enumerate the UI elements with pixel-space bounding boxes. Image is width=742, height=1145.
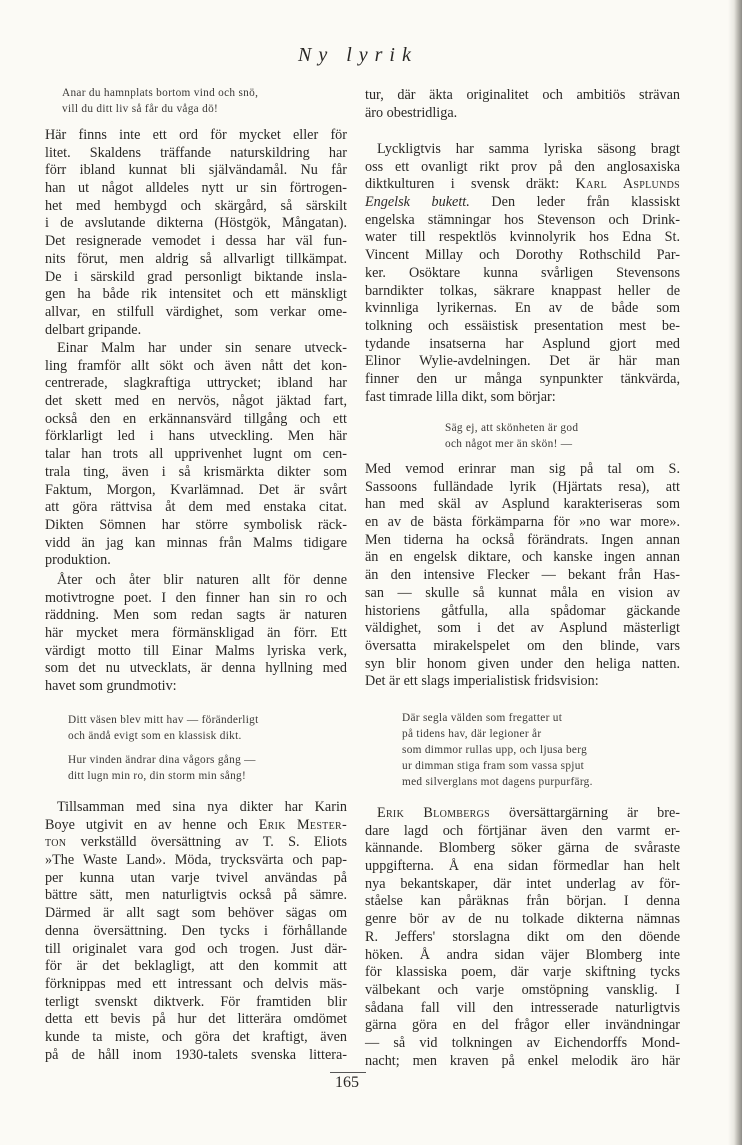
text-line: per kunna utan varje tvivel användas på bbox=[45, 869, 347, 886]
text-line: het med hembygd och skärgård, så särskilt bbox=[45, 197, 347, 214]
author-name: ton bbox=[45, 834, 67, 851]
text-line: Einar Malm har under sin senare utveck- bbox=[57, 340, 347, 356]
verse-quote bbox=[62, 85, 258, 117]
text-line: — så vid tolkningen av Eichendorffs Mond- bbox=[365, 1034, 680, 1051]
text-line: välbekant och varje omstöpning vansklig. I bbox=[365, 981, 680, 998]
text-line: han med skäl av Asplund karakteriseras som bbox=[365, 496, 680, 513]
text-segment: översättargärning är bre- bbox=[490, 805, 680, 821]
text-line: gärna göra en del frågor eller invändningar bbox=[365, 1017, 680, 1034]
verse-quote bbox=[68, 752, 256, 784]
text-line: tolkning och essäistisk presentation mest be- bbox=[365, 317, 680, 334]
text-segment: diktkulturen i svensk dräkt: bbox=[365, 176, 576, 193]
running-title: Ny lyrik bbox=[298, 44, 418, 66]
page-number: 165 bbox=[335, 1074, 359, 1091]
text-line: till originalet vara god och trogen. Just där- bbox=[45, 940, 347, 957]
text-line: gen ha både rik intensitet och ett mänskligt bbox=[45, 286, 347, 303]
text-line: att göra rättvisa åt dem med enstaka citat. bbox=[45, 499, 347, 516]
text-line: Det resignerade vemodet i dessa har väl fun- bbox=[45, 233, 347, 250]
text-line: uppgifterna. Å ena sidan förmedlar han helt bbox=[365, 858, 680, 875]
paragraph bbox=[45, 799, 347, 1064]
text-line: för klassiska poem, där varje skiftning tycks bbox=[365, 964, 680, 981]
text-line: engelska stämningar hos Stevenson och Drink- bbox=[365, 211, 680, 228]
text-line: Lyckligtvis har samma lyriska säsong bragt bbox=[377, 141, 680, 157]
paragraph bbox=[45, 340, 347, 570]
text-line: Anar du hamnplats bortom vind och snö, bbox=[62, 87, 259, 99]
author-name: Erik Mester- bbox=[258, 816, 347, 833]
text-segment: Den leder från klassiskt bbox=[469, 194, 680, 211]
text-line: allvar, en stilfull värdighet, som verkar ome- bbox=[45, 303, 347, 320]
text-line: som dimmor rullas upp, och ljusa berg bbox=[402, 744, 588, 756]
text-line: som det nu utvecklats, är denna hyllning med bbox=[45, 660, 347, 677]
text-line: ditt lugn min ro, din storm min sång! bbox=[68, 770, 247, 782]
text-line: ker. Osöktare kunna svårligen Stevensons bbox=[365, 264, 680, 281]
text-line: och ändå evigt som en klassisk dikt. bbox=[68, 730, 242, 742]
text-line: här mycket mera förmänskligad än förr. Ett bbox=[45, 625, 347, 642]
text-line: sådana fall vill den intresserade naturligtvis bbox=[365, 999, 680, 1016]
text-line: dare lagd och förtjänar även den varmt er- bbox=[365, 822, 680, 839]
text-line: förknippas med ett intressant och delvis mäs- bbox=[45, 975, 347, 992]
text-line: havet som grundmotiv: bbox=[45, 678, 177, 695]
text-line: Ditt väsen blev mitt hav — föränderligt bbox=[68, 714, 259, 726]
text-line: han ut något alldeles nytt ur sin förtrogen- bbox=[45, 180, 347, 197]
text-line: san — skulle så kunnat måla en vision av bbox=[365, 584, 680, 601]
text-line: bättre sätt, men naturligtvis också på sämre. bbox=[45, 887, 347, 904]
text-line: water till respektlös kvinnolyrik hos Edna St. bbox=[365, 229, 680, 246]
text-line: oss ett ovanligt rikt prov på den anglosaxiska bbox=[365, 158, 680, 175]
text-line: denna översättning. Den tycks i förhållande bbox=[45, 922, 347, 939]
text-line: översatta mirakelspelet om den blinde, vars bbox=[365, 637, 680, 654]
text-line: Därmed är allt sagt som behöver sägas om bbox=[45, 905, 347, 922]
text-line bbox=[365, 194, 680, 212]
text-line: Med vemod erinrar man sig på tal om S. bbox=[365, 461, 680, 477]
text-line: Här finns inte ett ord för mycket eller för bbox=[45, 127, 347, 143]
text-line: historiens gåtfulla, alla spådomar gäckande bbox=[365, 602, 680, 619]
text-line: för är det beklagligt, att den kommit att bbox=[45, 958, 347, 975]
text-line: produktion. bbox=[45, 552, 111, 569]
text-line: på tidens hav, där legioner år bbox=[402, 728, 542, 740]
text-line: vidd än jag kan minnas från Malms tidigare bbox=[45, 534, 347, 551]
text-line: Sassoons fulländade lyrik (Hjärtats resa), att bbox=[365, 478, 680, 495]
text-line: tur, där äkta originalitet och ambitiös strävan bbox=[365, 87, 680, 103]
paragraph bbox=[45, 127, 347, 339]
text-line: Elinor Wylie-avdelningen. Det är här man bbox=[365, 353, 680, 370]
text-line: ståelse kan påräknas från början. I denna bbox=[365, 893, 680, 910]
text-line: väldighet, som i det av Asplund mästerligt bbox=[365, 620, 680, 637]
text-line: ling framför allt sökt och även nått det kon- bbox=[45, 357, 347, 374]
text-line: Det är ett slags imperialistisk fridsvision: bbox=[365, 673, 599, 690]
text-line: kunde ta miste, och göra det kraftigt, även bbox=[45, 1028, 347, 1045]
text-line: fast timrade lilla dikt, som börjar: bbox=[365, 388, 556, 405]
text-line bbox=[45, 817, 347, 835]
verse-quote bbox=[68, 712, 259, 744]
text-line: äro obestridliga. bbox=[365, 104, 458, 121]
text-line: trala ting, även i så krismärkta dikter som bbox=[45, 463, 347, 480]
text-line: De i särskild grad personligt biktande insla- bbox=[45, 268, 347, 285]
text-line: Åter och åter blir naturen allt för denne bbox=[57, 572, 347, 588]
text-line: genre bör av de nu tolkade dikterna nämnas bbox=[365, 911, 680, 928]
text-line: Tillsamman med sina nya dikter har Karin bbox=[57, 799, 347, 815]
text-line: finner den ur många synpunkter tänkvärda, bbox=[365, 370, 680, 387]
paragraph bbox=[45, 572, 347, 696]
text-line: R. Jeffers' storslagna dikt om den döende bbox=[365, 928, 680, 945]
text-line: en av de bästa förkämparna för »no war more». bbox=[365, 514, 680, 531]
text-line: terligt svenskt diktverk. För framtiden blir bbox=[45, 993, 347, 1010]
text-line: ur dimman stiga fram som vassa spjut bbox=[402, 760, 585, 772]
text-line: i de avslutande dikterna (Höstgök, Mångatan). bbox=[45, 215, 347, 232]
text-line: Säg ej, att skönheten är god bbox=[445, 422, 579, 434]
text-line: kvinnliga lyrikernas. En av de både som bbox=[365, 300, 680, 317]
text-line: Vincent Millay och Dorothy Rothschild Par- bbox=[365, 247, 680, 264]
text-line: värdigt motto till Einar Malms lyriska verk, bbox=[45, 642, 347, 659]
paragraph bbox=[365, 461, 680, 691]
text-line: än den intensive Flecker — bekant från Has- bbox=[365, 567, 680, 584]
text-line: med silverglans mot dagens purpurfärg. bbox=[402, 776, 593, 788]
text-line: Dikten Sömnen har större symbolisk räck- bbox=[45, 516, 347, 533]
text-line: detta ett bevis på hur det litterära omdömet bbox=[45, 1011, 347, 1028]
text-line bbox=[365, 805, 680, 823]
text-line bbox=[365, 176, 680, 194]
text-line bbox=[45, 834, 347, 852]
text-line: kännande. Blomberg söker gärna de svåraste bbox=[365, 840, 680, 857]
text-segment: verkställd översättning av T. S. Eliots bbox=[66, 834, 347, 851]
text-line: talar han trots all upprivenhet lugnt om cen- bbox=[45, 446, 347, 463]
verse-quote bbox=[402, 710, 593, 790]
text-line: förklarligt led i hans utveckling. Men här bbox=[45, 428, 347, 445]
text-line: förr ibland kunnat bli självändamål. Nu får bbox=[45, 162, 347, 179]
text-line: det skett med en nervös, något jäktad fart, bbox=[45, 393, 347, 410]
text-line: tydande insatserna har Asplund gjort med bbox=[365, 335, 680, 352]
paragraph bbox=[365, 141, 680, 406]
author-name: Erik Blombergs bbox=[377, 805, 491, 821]
text-line: än en engelsk diktare, och kanske ingen annan bbox=[365, 549, 680, 566]
text-line: barndikter tolkas, säkrare knappast heller de bbox=[365, 282, 680, 299]
text-line: motivtrogne poet. I den finner han sin ro och bbox=[45, 589, 347, 606]
paragraph bbox=[365, 87, 680, 122]
text-segment: Boye utgivit en av henne och bbox=[45, 816, 259, 833]
text-line: Men tiderna ha också förändrats. Ingen annan bbox=[365, 531, 680, 548]
paragraph bbox=[365, 805, 680, 1070]
text-line: Hur vinden ändrar dina vågors gång — bbox=[68, 754, 256, 766]
text-line: och något mer än skön! — bbox=[445, 438, 573, 450]
text-line: syn blir honom given under den heliga natten. bbox=[365, 655, 680, 672]
text-line: vill du ditt liv så får du våga dö! bbox=[62, 103, 219, 115]
text-line: höken. Å andra sidan väjer Blomberg inte bbox=[365, 946, 680, 963]
text-line: delbart gripande. bbox=[45, 321, 142, 338]
author-name: Karl Asplunds bbox=[575, 176, 680, 193]
text-line: nya bekantskaper, där intet underlag av för- bbox=[365, 875, 680, 892]
text-line: Faktum, Morgon, Kvarlämnad. Det är svårt bbox=[45, 481, 347, 498]
text-line: »The Waste Land». Möda, trycksvärta och pap- bbox=[45, 852, 347, 869]
text-line: litet. Skaldens träffande naturskildring har bbox=[45, 144, 347, 161]
verse-quote bbox=[445, 420, 578, 452]
text-line: Där segla välden som fregatter ut bbox=[402, 712, 563, 724]
text-line: på de håll inom 1930-talets svenska littera- bbox=[45, 1046, 347, 1063]
text-line: räddning. Men som redan sagts är naturen bbox=[45, 607, 347, 624]
text-line: nits förut, men aldrig så allvarligt tillkämpat. bbox=[45, 250, 347, 267]
text-line: också den en erkännansvärd tillgång och ett bbox=[45, 410, 347, 427]
text-line: nacht; men kraven på enkel melodik äro här bbox=[365, 1052, 680, 1069]
text-line: centrerade, slagkraftiga uttrycket; ibland har bbox=[45, 375, 347, 392]
book-title: Engelsk bukett. bbox=[365, 194, 470, 211]
page-number-rule bbox=[330, 1072, 366, 1073]
